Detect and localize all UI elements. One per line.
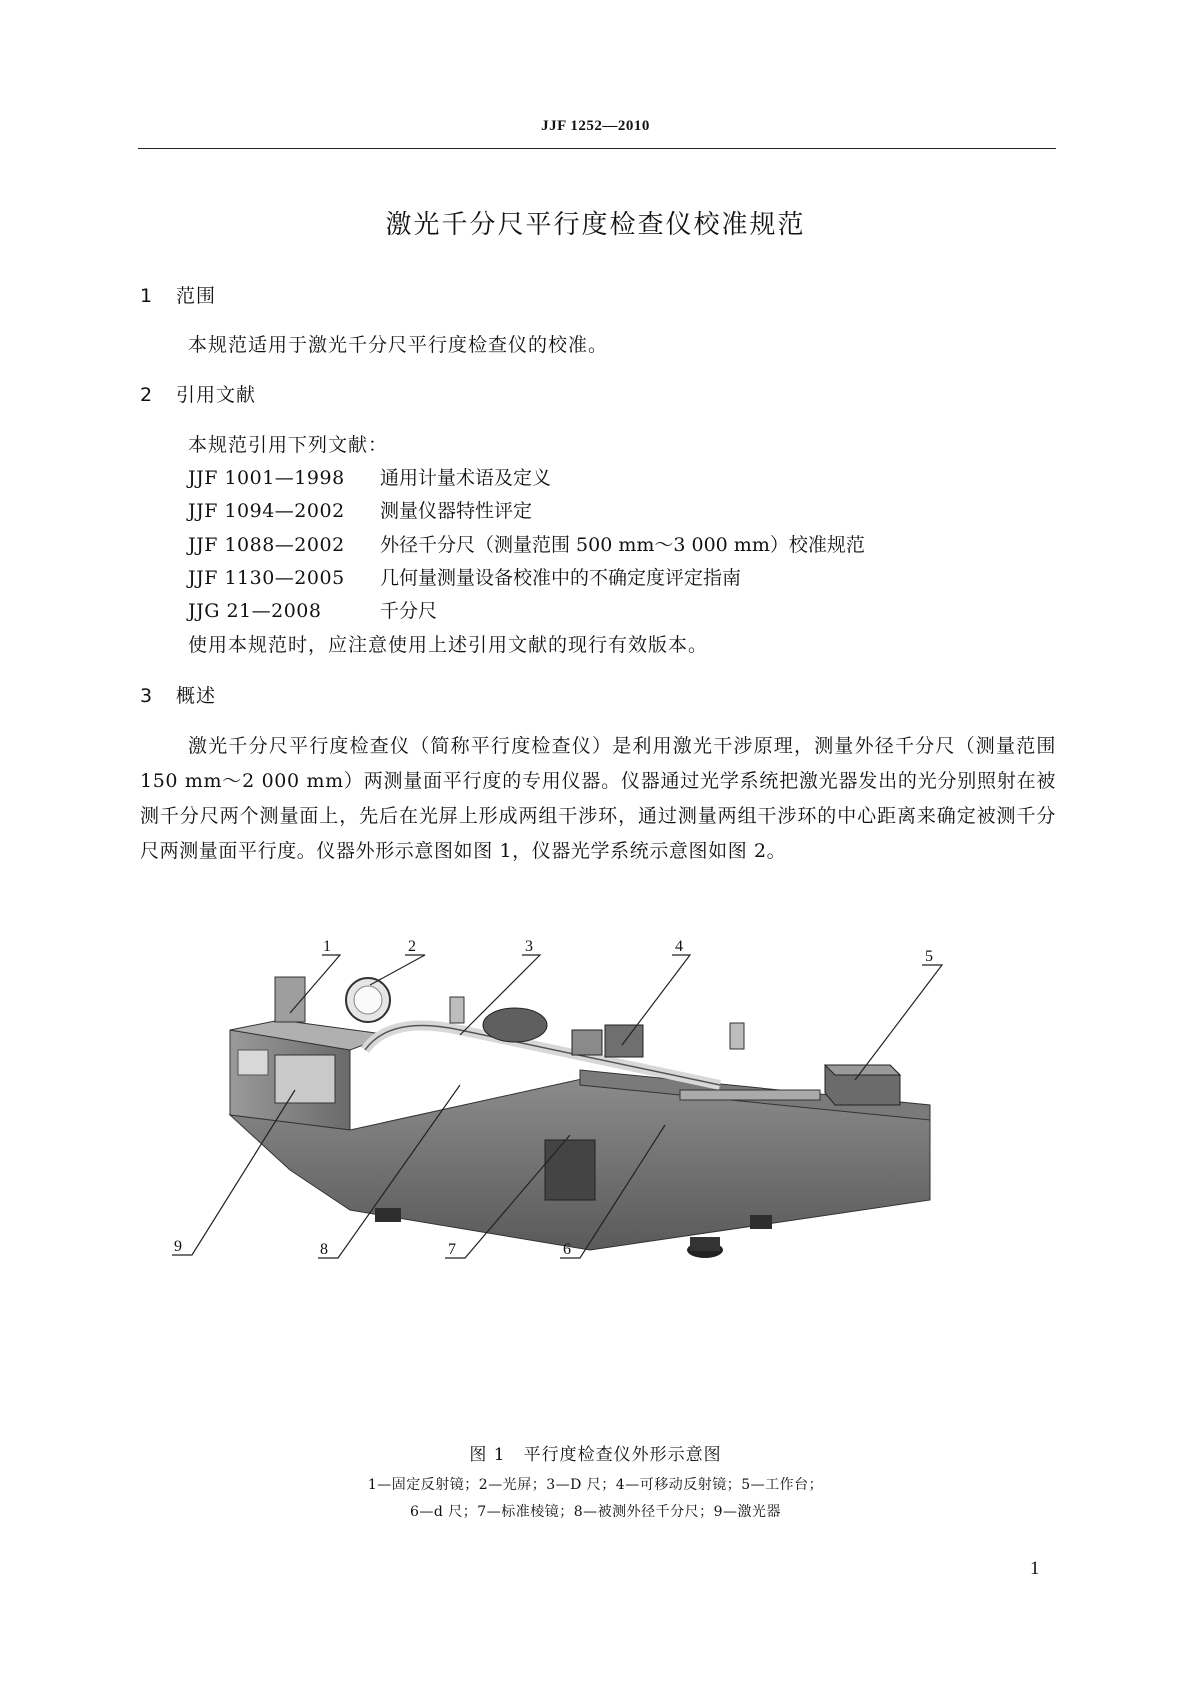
standard-code-header: JJF 1252—2010 — [541, 118, 650, 134]
section-number: 1 — [140, 285, 154, 307]
references-note: 使用本规范时，应注意使用上述引用文献的现行有效版本。 — [188, 634, 709, 656]
section-number: 3 — [140, 685, 154, 707]
reference-title: 千分尺 — [380, 600, 438, 622]
reference-item — [188, 463, 551, 490]
callout-9: 9 — [174, 1238, 182, 1255]
page-title: 激光千分尺平行度检查仪校准规范 — [385, 210, 806, 240]
section-heading-scope — [140, 281, 216, 308]
instrument-illustration — [160, 938, 1040, 1395]
callout-3: 3 — [525, 938, 533, 955]
reference-title: 测量仪器特性评定 — [380, 500, 533, 522]
reference-item — [188, 596, 437, 623]
callout-6: 6 — [563, 1241, 571, 1258]
reference-code: JJF 1088—2002 — [188, 534, 345, 556]
section-heading-references — [140, 380, 256, 407]
callout-5: 5 — [925, 948, 933, 965]
reference-code: JJF 1001—1998 — [188, 467, 345, 489]
header-rule — [138, 148, 1056, 149]
section-title: 概述 — [176, 685, 217, 707]
page-number: 1 — [1030, 1558, 1040, 1579]
figure-caption: 图 1 平行度检查仪外形示意图 — [469, 1445, 722, 1465]
callout-7: 7 — [448, 1241, 456, 1258]
reference-title: 外径千分尺（测量范围 500 mm～3 000 mm）校准规范 — [380, 534, 865, 556]
section-title: 范围 — [176, 285, 217, 307]
callout-8: 8 — [320, 1241, 328, 1258]
reference-title: 几何量测量设备校准中的不确定度评定指南 — [380, 567, 742, 589]
reference-item — [188, 496, 532, 523]
section-title: 引用文献 — [176, 384, 257, 406]
callout-1: 1 — [323, 938, 331, 955]
scope-paragraph: 本规范适用于激光千分尺平行度检查仪的校准。 — [188, 334, 609, 356]
section-heading-overview — [140, 681, 216, 708]
reference-code: JJF 1130—2005 — [188, 567, 345, 589]
reference-code: JJG 21—2008 — [188, 600, 322, 622]
instrument-figure — [160, 938, 1040, 1395]
reference-item — [188, 530, 865, 557]
figure-legend-line-1: 1—固定反射镜；2—光屏；3—D 尺；4—可移动反射镜；5—工作台； — [367, 1477, 824, 1493]
section-number: 2 — [140, 384, 154, 406]
overview-paragraph: 激光千分尺平行度检查仪（简称平行度检查仪）是利用激光干涉原理，测量外径千分尺（测量范围 150 mm～2 000 mm）两测量面平行度的专用仪器。仪器通过光学系统把激光器发出的光分别照射在被测千分尺两个测量面上，先后在光屏上形成两组干涉环，通过测量两组干涉环的中心距离来确定被测千分尺两测量面平行度。仪器外形示意图如图 1，仪器光学系统示意图如图 2。 — [140, 735, 1056, 862]
callout-4: 4 — [675, 938, 683, 955]
reference-title: 通用计量术语及定义 — [380, 467, 552, 489]
reference-item — [188, 563, 741, 590]
references-intro: 本规范引用下列文献： — [188, 434, 389, 456]
callout-2: 2 — [408, 938, 416, 955]
reference-code: JJF 1094—2002 — [188, 500, 345, 522]
figure-legend-line-2: 6—d 尺；7—标准棱镜；8—被测外径千分尺；9—激光器 — [409, 1504, 782, 1520]
